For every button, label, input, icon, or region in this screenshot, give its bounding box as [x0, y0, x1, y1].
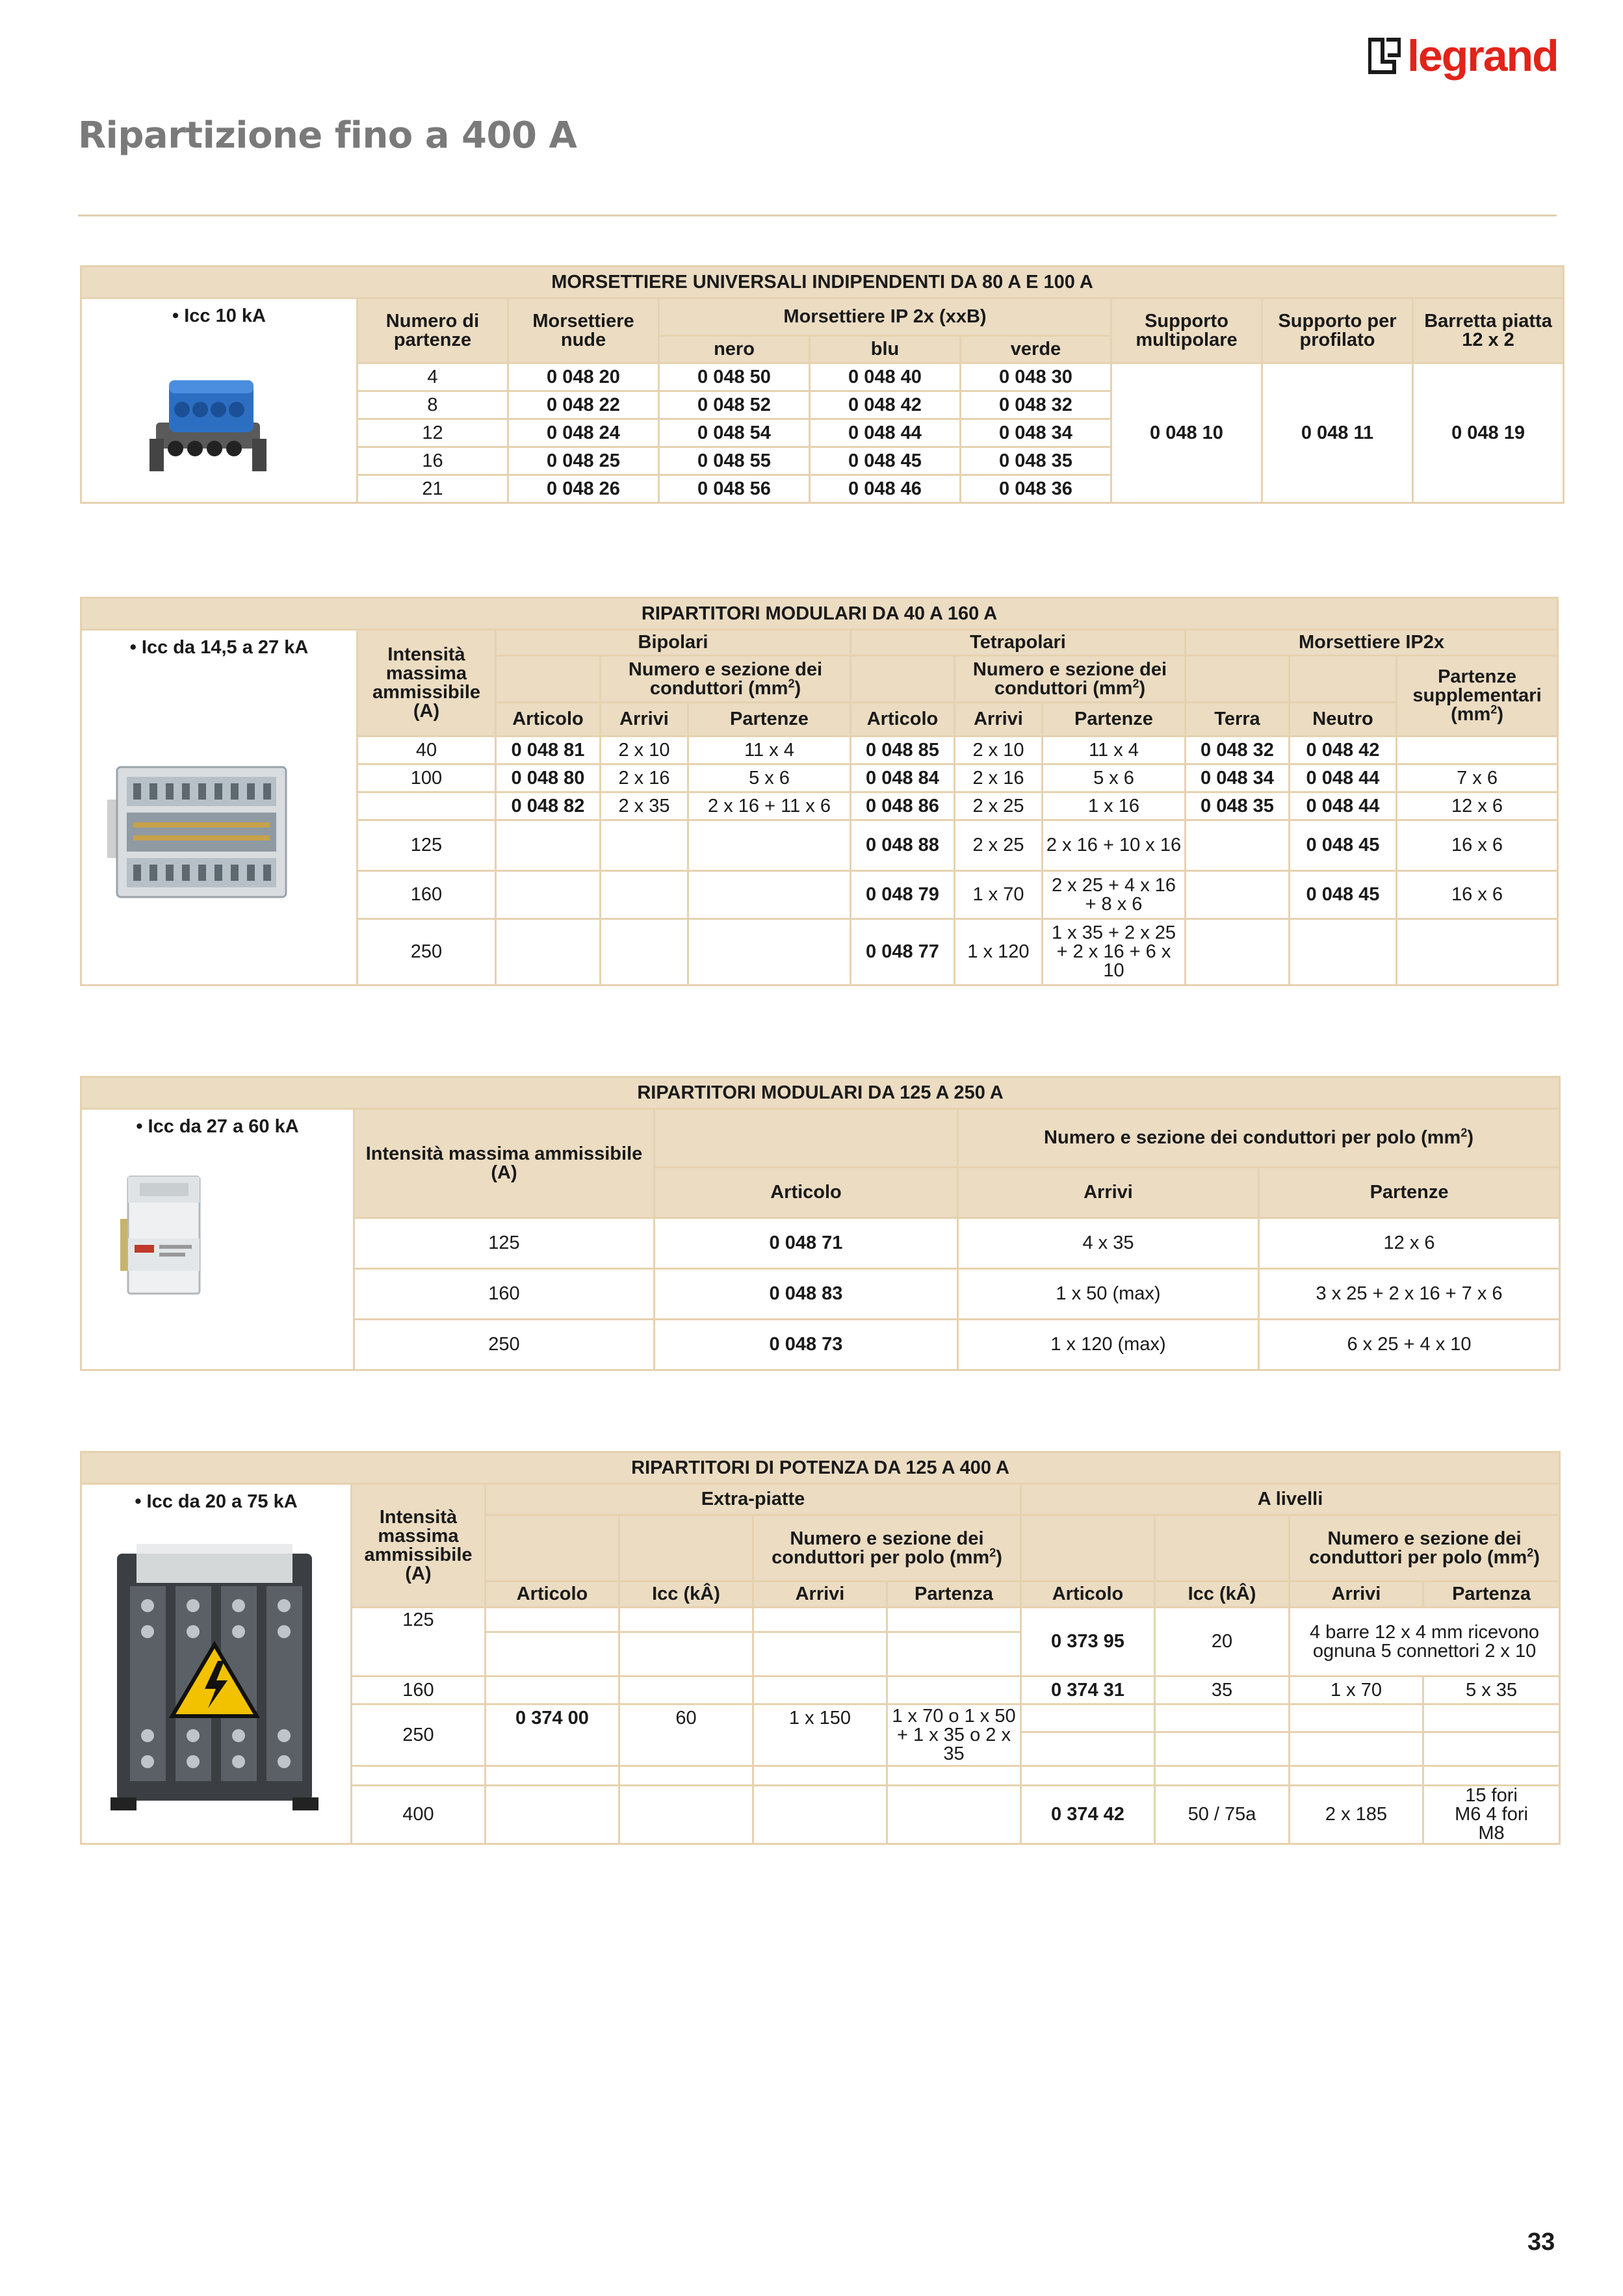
cell: [1397, 919, 1558, 985]
cell: 1 x 120: [955, 919, 1043, 985]
cell: [753, 1608, 887, 1632]
cell: 8: [357, 391, 508, 419]
col-header: Intensità massima ammissibile (A): [352, 1484, 486, 1608]
col-header: Morsettiere IP2x: [1186, 630, 1558, 656]
cell: [1021, 1732, 1155, 1766]
cell: [601, 919, 688, 985]
col-header: [753, 1515, 1021, 1582]
cell: 0 374 00: [486, 1704, 619, 1766]
cell: 5 x 35: [1423, 1676, 1560, 1704]
cell: 3 x 25 + 2 x 16 + 7 x 6: [1259, 1269, 1560, 1320]
header-text: ): [794, 677, 801, 699]
cell: 35: [1155, 1676, 1290, 1704]
table-title: RIPARTITORI MODULARI DA 125 A 250 A: [81, 1077, 1560, 1109]
cell: [619, 1786, 753, 1844]
cell: 0 048 34: [1186, 764, 1290, 792]
col-header: Numero di partenze: [357, 298, 508, 363]
icc-label: • Icc da 27 a 60 kA: [136, 1116, 299, 1137]
cell: [352, 1766, 486, 1786]
cell: [619, 1632, 753, 1676]
header-text: Partenze supplementari (mm: [1412, 666, 1542, 725]
cell: 0 048 85: [851, 737, 955, 764]
col-header: blu: [810, 336, 961, 363]
cell: 0 048 44: [1290, 764, 1397, 792]
cell: 2 x 25: [955, 792, 1043, 820]
modular-distributor-photo: [104, 761, 292, 904]
cell: 0 048 80: [496, 764, 601, 792]
cell: 0 048 11: [1262, 363, 1413, 503]
cell: 2 x 16: [601, 764, 688, 792]
header-text: ): [1467, 1127, 1474, 1148]
cell: [486, 1786, 619, 1844]
cell: 0 048 82: [496, 792, 601, 820]
blue-terminal-block-photo: [149, 367, 266, 478]
col-header-empty: [655, 1109, 958, 1168]
cell: 2 x 25: [955, 820, 1043, 871]
cell: 1 x 50 (max): [958, 1269, 1259, 1320]
col-header: verde: [961, 336, 1111, 363]
cell: [887, 1786, 1021, 1844]
cell: 0 048 54: [659, 419, 810, 447]
icc-label: • Icc 10 kA: [172, 306, 266, 326]
cell: 0 048 77: [851, 919, 955, 985]
cell: 1 x 16: [1043, 792, 1186, 820]
superscript: 2: [788, 676, 795, 690]
brand-name: legrand: [1407, 31, 1558, 81]
cell: [619, 1608, 753, 1632]
cell: 0 048 55: [659, 447, 810, 475]
cell: 0 048 22: [508, 391, 659, 419]
col-header: Partenze: [1259, 1168, 1560, 1218]
col-header-empty: [1290, 656, 1397, 703]
cell: 0 048 36: [961, 475, 1111, 503]
cell: [887, 1608, 1021, 1632]
cell: 1 x 70: [955, 871, 1043, 919]
cell: [1423, 1732, 1560, 1766]
cell: 0 048 32: [961, 391, 1111, 419]
header-text: Numero e sezione dei conduttori (mm: [628, 659, 823, 699]
col-header: Arrivi: [958, 1168, 1259, 1218]
col-header: Barretta piatta 12 x 2: [1413, 298, 1564, 363]
cell: 4 x 35: [958, 1218, 1259, 1269]
cell: 15 fori M6 4 fori M8: [1423, 1786, 1560, 1844]
cell: [688, 871, 851, 919]
cell: 1 x 120 (max): [958, 1320, 1259, 1370]
cell: 0 048 52: [659, 391, 810, 419]
power-distributor-photo: [110, 1541, 318, 1814]
col-header: Icc (kÂ): [1155, 1582, 1290, 1608]
cell: 2 x 10: [955, 737, 1043, 764]
cell: [486, 1676, 619, 1704]
table-title: MORSETTIERE UNIVERSALI INDIPENDENTI DA 80 A E 100 A: [81, 267, 1564, 298]
cell: 0 048 50: [659, 363, 810, 391]
cell: [601, 820, 688, 871]
header-text: Numero e sezione dei conduttori per polo (mm: [1044, 1127, 1461, 1148]
cell: 0 048 88: [851, 820, 955, 871]
cell: [1155, 1732, 1290, 1766]
col-header-empty: [1155, 1515, 1290, 1582]
cell: [887, 1632, 1021, 1676]
col-header: [955, 656, 1186, 703]
cell: 12: [357, 419, 508, 447]
col-header: [958, 1109, 1560, 1168]
col-header: Articolo: [1021, 1582, 1155, 1608]
cell: 0 048 34: [961, 419, 1111, 447]
cell: [753, 1632, 887, 1676]
cell: 4: [357, 363, 508, 391]
col-header: Intensità massima ammissibile (A): [357, 630, 496, 737]
cell: 0 048 46: [810, 475, 961, 503]
cell: [486, 1608, 619, 1632]
cell: 0 048 71: [655, 1218, 958, 1269]
col-header: Morsettiere nude: [508, 298, 659, 363]
cell: 2 x 16 + 11 x 6: [688, 792, 851, 820]
cell: 0 048 42: [810, 391, 961, 419]
cell: [1021, 1766, 1155, 1786]
col-header: Morsettiere IP 2x (xxB): [659, 298, 1111, 336]
cell: 0 048 25: [508, 447, 659, 475]
cell: 21: [357, 475, 508, 503]
icc-label: • Icc da 14,5 a 27 kA: [129, 637, 309, 658]
cell: 0 048 42: [1290, 737, 1397, 764]
cell: 1 x 70 o 1 x 50 + 1 x 35 o 2 x 35: [887, 1704, 1021, 1766]
col-header: Extra-piatte: [486, 1484, 1021, 1515]
cell: [1290, 1766, 1423, 1786]
header-text: ): [1533, 1546, 1540, 1568]
col-header: [1290, 1515, 1560, 1582]
cell: 0 048 86: [851, 792, 955, 820]
cell: 0 374 31: [1021, 1676, 1155, 1704]
cell: [688, 919, 851, 985]
table-title: RIPARTITORI MODULARI DA 40 A 160 A: [81, 598, 1558, 630]
page-number: 33: [1527, 2228, 1555, 2256]
cell: 0 048 30: [961, 363, 1111, 391]
cell: [887, 1676, 1021, 1704]
col-header: nero: [659, 336, 810, 363]
col-header-empty: [619, 1515, 753, 1582]
cell: 0 048 32: [1186, 737, 1290, 764]
col-header: [601, 656, 851, 703]
cell: [601, 871, 688, 919]
cell: 12 x 6: [1397, 792, 1558, 820]
cell: [1290, 1732, 1423, 1766]
cell: [1290, 1704, 1423, 1732]
cell: 2 x 10: [601, 737, 688, 764]
cell: 0 048 56: [659, 475, 810, 503]
cell: [887, 1766, 1021, 1786]
cell: 7 x 6: [1397, 764, 1558, 792]
cell: [753, 1786, 887, 1844]
cell: 50 / 75a: [1155, 1786, 1290, 1844]
header-text: ): [1139, 677, 1146, 699]
superscript: 2: [1527, 1545, 1534, 1559]
col-header: Icc (kÂ): [619, 1582, 753, 1608]
header-text: Numero e sezione dei conduttori (mm: [972, 659, 1167, 699]
cell: 2 x 16: [955, 764, 1043, 792]
cell: [496, 919, 601, 985]
cell: 0 048 44: [810, 419, 961, 447]
cell: 2 x 25 + 4 x 16 + 8 x 6: [1043, 871, 1186, 919]
superscript: 2: [1461, 1126, 1468, 1140]
modular-distributor-block-photo: [114, 1173, 211, 1297]
col-header: Supporto multipolare: [1111, 298, 1262, 363]
cell: [1423, 1766, 1560, 1786]
cell: 4 barre 12 x 4 mm ricevono ognuna 5 connettori 2 x 10: [1290, 1608, 1560, 1676]
cell: 1 x 70: [1290, 1676, 1423, 1704]
cell: 0 048 44: [1290, 792, 1397, 820]
header-text: Numero e sezione dei conduttori per polo (mm: [772, 1528, 990, 1568]
table-ripartitori-125-250: [80, 1076, 1561, 1371]
col-header: Neutro: [1290, 703, 1397, 737]
cell: [1155, 1704, 1290, 1732]
cell: 0 048 79: [851, 871, 955, 919]
cell: [753, 1766, 887, 1786]
cell: 16 x 6: [1397, 871, 1558, 919]
header-text: ): [1497, 704, 1503, 725]
cell: 0 373 95: [1021, 1608, 1155, 1676]
cell: 0 048 45: [810, 447, 961, 475]
cell: [1186, 871, 1290, 919]
cell: 0 048 26: [508, 475, 659, 503]
header-text: Numero e sezione dei conduttori per polo (mm: [1309, 1528, 1527, 1568]
cell: 160: [354, 1269, 655, 1320]
brand-logo: [1368, 33, 1558, 79]
cell: 0 048 81: [496, 737, 601, 764]
cell: 6 x 25 + 4 x 10: [1259, 1320, 1560, 1370]
col-header-empty: [496, 656, 601, 703]
cell: 100: [357, 764, 496, 792]
cell: [753, 1676, 887, 1704]
cell: [496, 871, 601, 919]
cell: 400: [352, 1786, 486, 1844]
superscript: 2: [1490, 703, 1498, 716]
legrand-logo-icon: [1368, 36, 1401, 76]
cell: [619, 1676, 753, 1704]
cell: [1423, 1704, 1560, 1732]
cell: 20: [1155, 1608, 1290, 1676]
cell: 2 x 16 + 10 x 16: [1043, 820, 1186, 871]
table-morsettiere-universali: [80, 265, 1565, 504]
cell: 125: [357, 820, 496, 871]
cell: [1155, 1766, 1290, 1786]
cell: 0 048 19: [1413, 363, 1564, 503]
cell: [1290, 919, 1397, 985]
cell: 250: [354, 1320, 655, 1370]
col-header-empty: [486, 1515, 619, 1582]
cell: 5 x 6: [1043, 764, 1186, 792]
col-header: Bipolari: [496, 630, 851, 656]
cell: 0 048 35: [1186, 792, 1290, 820]
cell: 2 x 35: [601, 792, 688, 820]
cell: [357, 792, 496, 820]
cell: 1 x 35 + 2 x 25 + 2 x 16 + 6 x 10: [1043, 919, 1186, 985]
col-header: Supporto per profilato: [1262, 298, 1413, 363]
col-header: Partenze: [688, 703, 851, 737]
col-header-empty: [1021, 1515, 1155, 1582]
title-divider: [78, 215, 1557, 216]
cell: 125: [352, 1608, 486, 1676]
page-title: Ripartizione fino a 400 A: [78, 114, 577, 157]
col-header: Partenze: [1043, 703, 1186, 737]
cell: [1021, 1704, 1155, 1732]
cell: 125: [354, 1218, 655, 1269]
cell: [486, 1632, 619, 1676]
cell: 0 048 84: [851, 764, 955, 792]
cell: 0 048 20: [508, 363, 659, 391]
cell: 16: [357, 447, 508, 475]
col-header: Arrivi: [955, 703, 1043, 737]
cell: [496, 820, 601, 871]
cell: 11 x 4: [688, 737, 851, 764]
cell: [1186, 919, 1290, 985]
cell: 250: [352, 1704, 486, 1766]
cell: [1397, 737, 1558, 764]
cell: 160: [357, 871, 496, 919]
col-header: Articolo: [851, 703, 955, 737]
cell: 11 x 4: [1043, 737, 1186, 764]
cell: 5 x 6: [688, 764, 851, 792]
cell: 0 048 35: [961, 447, 1111, 475]
cell: 16 x 6: [1397, 820, 1558, 871]
cell: 12 x 6: [1259, 1218, 1560, 1269]
cell: 0 374 42: [1021, 1786, 1155, 1844]
cell: [619, 1766, 753, 1786]
col-header: Articolo: [496, 703, 601, 737]
col-header: Terra: [1186, 703, 1290, 737]
col-header: Arrivi: [601, 703, 688, 737]
col-header: Articolo: [486, 1582, 619, 1608]
col-header: [1397, 656, 1558, 737]
col-header: Partenza: [1423, 1582, 1560, 1608]
cell: 60: [619, 1704, 753, 1766]
cell: [486, 1766, 619, 1786]
col-header: A livelli: [1021, 1484, 1560, 1515]
cell: 0 048 45: [1290, 820, 1397, 871]
cell: 2 x 185: [1290, 1786, 1423, 1844]
col-header: Arrivi: [1290, 1582, 1423, 1608]
cell: 40: [357, 737, 496, 764]
cell: [1186, 820, 1290, 871]
col-header: Articolo: [655, 1168, 958, 1218]
cell: 1 x 150: [753, 1704, 887, 1766]
col-header-empty: [851, 656, 955, 703]
cell: 0 048 10: [1111, 363, 1262, 503]
cell: 160: [352, 1676, 486, 1704]
col-header-empty: [1186, 656, 1290, 703]
col-header: Tetrapolari: [851, 630, 1186, 656]
cell: [688, 820, 851, 871]
table-ripartitori-40-160: [80, 597, 1559, 986]
icc-label: • Icc da 20 a 75 kA: [135, 1491, 298, 1512]
cell: 0 048 24: [508, 419, 659, 447]
table-title: RIPARTITORI DI POTENZA DA 125 A 400 A: [81, 1452, 1560, 1484]
cell: 0 048 73: [655, 1320, 958, 1370]
col-header: Arrivi: [753, 1582, 887, 1608]
cell: 250: [357, 919, 496, 985]
superscript: 2: [989, 1545, 996, 1559]
col-header: Partenza: [887, 1582, 1021, 1608]
superscript: 2: [1132, 676, 1139, 690]
col-header: Intensità massima ammissibile (A): [354, 1109, 655, 1218]
cell: 0 048 45: [1290, 871, 1397, 919]
header-text: ): [996, 1546, 1002, 1568]
cell: 0 048 83: [655, 1269, 958, 1320]
cell: 0 048 40: [810, 363, 961, 391]
